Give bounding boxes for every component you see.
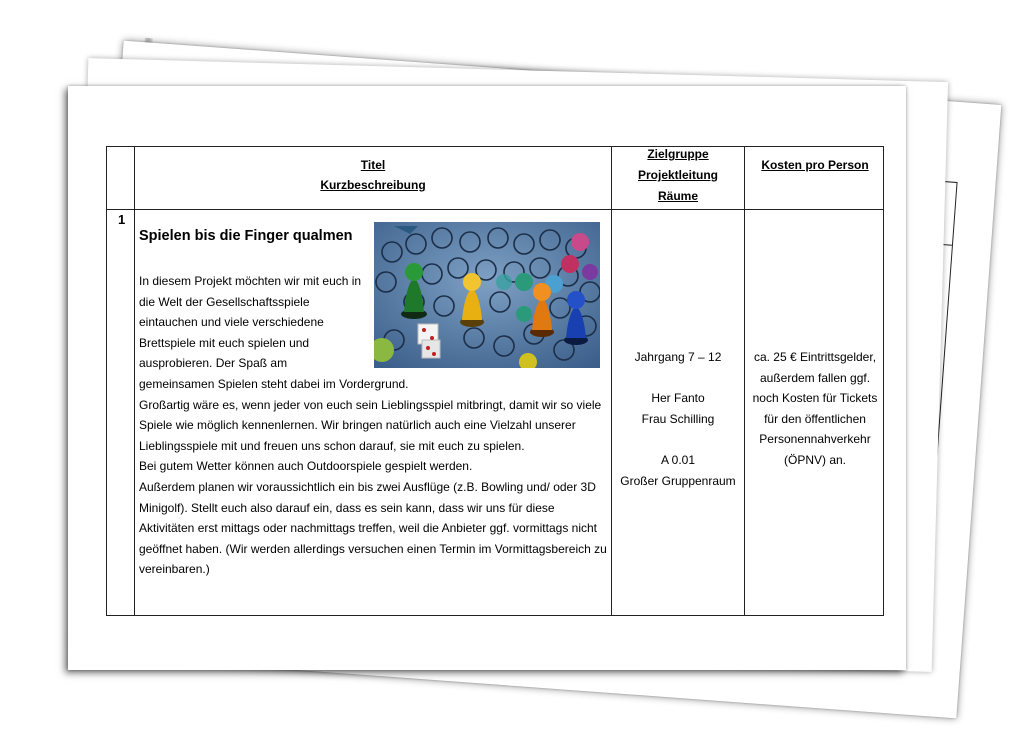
- leitung-2: Frau Schilling: [641, 411, 715, 426]
- raum-1: A 0.01: [660, 452, 696, 467]
- desc-line: Minigolf). Stellt euch also darauf ein, dass es sein kann, dass wir uns für diese: [139, 500, 555, 515]
- desc-line: Brettspiele mit euch spielen und: [139, 335, 310, 350]
- desc-line: In diesem Projekt möchten wir mit euch in: [139, 274, 362, 288]
- desc-line: Großartig wäre es, wenn jeder von euch sein Lieblingsspiel mitbringt, damit wir so viele: [139, 397, 602, 412]
- desc-line: geöffnet haben. (Wir werden allerdings versuchen einen Termin im Vormittagsbereich zu: [139, 541, 607, 556]
- header-projektleitung: Projektleitung: [637, 168, 718, 182]
- leitung-1: Her Fanto: [651, 391, 705, 406]
- zielgruppe-cell: [612, 347, 744, 491]
- header-zielgruppe: Zielgruppe: [647, 147, 709, 161]
- row-number: 1: [118, 212, 126, 227]
- raum-2: Großer Gruppenraum: [620, 473, 736, 488]
- desc-line: ausprobieren. Der Spaß am: [139, 356, 288, 371]
- front-sheet: [68, 86, 906, 670]
- desc-line: Aktivitäten erst mittags oder nachmittags treffen, weil die Anbieter ggf. vormittags nicht: [139, 521, 597, 536]
- desc-line: eintauchen und viele verschiedene: [139, 315, 324, 330]
- board-game-photo: [374, 222, 600, 368]
- kosten-line-2: außerdem fallen ggf.: [759, 370, 871, 385]
- desc-line: Bei gutem Wetter können auch Outdoorspiele gespielt werden.: [139, 459, 473, 474]
- desc-line: Lieblingsspiele mit und freuen uns schon darauf, sie mit euch zu spielen.: [139, 438, 525, 453]
- zielgruppe-value: Jahrgang 7 – 12: [634, 350, 722, 364]
- desc-line: gemeinsamen Spielen steht dabei im Vordergrund.: [139, 376, 409, 391]
- kosten-cell: [745, 347, 885, 471]
- header-titel: Titel: [360, 158, 386, 172]
- kosten-line-3: noch Kosten für Tickets: [752, 391, 878, 406]
- desc-line: vereinbaren.): [139, 562, 210, 577]
- project-title: Spielen bis die Finger qualmen: [139, 228, 353, 244]
- header-raeume: Räume: [657, 189, 698, 203]
- header-kosten: Kosten pro Person: [761, 158, 869, 172]
- board-game-pawns-image: [374, 222, 600, 368]
- desc-line: die Welt der Gesellschaftsspiele: [139, 294, 310, 309]
- kosten-line-1: ca. 25 € Eintrittsgelder,: [753, 350, 877, 364]
- desc-line: Spiele wie möglich kennenlernen. Wir bringen natürlich auch eine Vielzahl unserer: [139, 418, 576, 433]
- kosten-line-6: (ÖPNV) an.: [783, 452, 846, 467]
- header-kurzbeschreibung: Kurzbeschreibung: [320, 178, 426, 192]
- kosten-line-4: für den öffentlichen: [764, 411, 866, 426]
- kosten-line-5: Personennahverkehr: [759, 432, 871, 447]
- desc-line: Außerdem planen wir voraussichtlich ein bis zwei Ausflüge (z.B. Bowling und/ oder 3D: [139, 479, 596, 494]
